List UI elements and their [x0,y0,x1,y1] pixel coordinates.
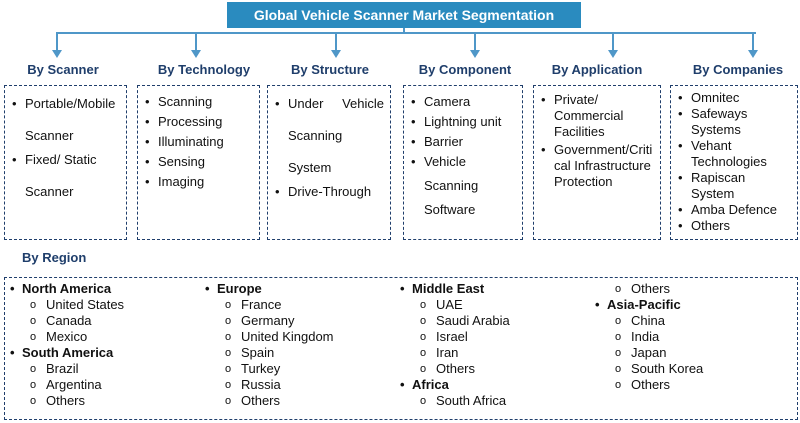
country-item: o Others [593,281,703,297]
category-title-application: By Application [551,62,643,77]
category-box-application [533,85,661,240]
list-item: • Fixed/ Static Scanner [11,144,120,208]
arrow-down-icon [608,50,618,58]
country-item: o Turkey [203,361,334,377]
country-item: o Canada [8,313,124,329]
category-box-scanner [4,85,127,240]
category-title-structure: By Structure [290,62,370,77]
list-item: • Others [677,218,791,234]
region-name: • Asia-Pacific [593,297,703,313]
list-item: • Barrier [410,130,516,154]
region-name: • Middle East [398,281,510,297]
connector-horizontal [56,32,756,34]
region-name: • Europe [203,281,334,297]
diagram-title: Global Vehicle Scanner Market Segmentation [227,2,581,28]
connector-drop-scanner [56,32,58,50]
connector-drop-structure [335,32,337,50]
country-item: o China [593,313,703,329]
category-box-structure [267,85,391,240]
country-item: o Others [593,377,703,393]
category-title-scanner: By Scanner [27,62,99,77]
list-item [274,88,384,184]
list-item: • Vehicle Scanning Software [410,150,516,222]
connector-drop-companies [752,32,754,50]
country-item: o Saudi Arabia [398,313,510,329]
country-item: o Argentina [8,377,124,393]
country-item: o South Korea [593,361,703,377]
country-item: o Germany [203,313,334,329]
list-item: • Processing [144,110,253,134]
country-item: o Others [398,361,510,377]
list-item: • Illuminating [144,130,253,154]
country-item: o Japan [593,345,703,361]
category-title-companies: By Companies [692,62,784,77]
region-name: • Africa [398,377,510,393]
country-item: o Others [8,393,124,409]
list-item: • Vehant Technologies [677,138,791,170]
list-item: • Safeways Systems [677,106,791,138]
country-item: o Russia [203,377,334,393]
region-column-3 [398,281,510,409]
category-box-companies [670,85,798,240]
region-name: • South America [8,345,124,361]
country-item: o South Africa [398,393,510,409]
arrow-down-icon [52,50,62,58]
list-item: • Portable/Mobile Scanner [11,88,120,152]
list-item: • Scanning [144,90,253,114]
list-item: • Government/Critical Infrastructure Protection [540,142,658,190]
connector-drop-technology [195,32,197,50]
country-item: o India [593,329,703,345]
list-item: • Rapiscan System [677,170,791,202]
country-item: o Iran [398,345,510,361]
category-box-component [403,85,523,240]
region-name: • North America [8,281,124,297]
region-column-2 [203,281,334,409]
country-item: o Others [203,393,334,409]
category-box-technology [137,85,260,240]
region-column-1 [8,281,124,409]
country-item: o France [203,297,334,313]
list-item: • Drive-Through [274,176,384,208]
country-item: o United States [8,297,124,313]
category-title-technology: By Technology [157,62,251,77]
country-item: o Brazil [8,361,124,377]
country-item: o Spain [203,345,334,361]
list-item: • Omnitec [677,90,791,106]
country-item: o Mexico [8,329,124,345]
list-item-label: • Under Vehicle Scanning System [288,96,384,175]
category-title-component: By Component [418,62,512,77]
arrow-down-icon [191,50,201,58]
country-item: o United Kingdom [203,329,334,345]
arrow-down-icon [470,50,480,58]
country-item: o UAE [398,297,510,313]
list-item: • Camera [410,90,516,114]
country-item: o Israel [398,329,510,345]
list-item: • Lightning unit [410,110,516,134]
list-item: • Private/ Commercial Facilities [540,92,658,140]
list-item: • Imaging [144,170,253,194]
connector-drop-component [474,32,476,50]
arrow-down-icon [331,50,341,58]
list-item: • Amba Defence [677,202,791,218]
region-title: By Region [22,250,87,265]
list-item: • Sensing [144,150,253,174]
connector-drop-application [612,32,614,50]
region-column-4 [593,281,703,393]
arrow-down-icon [748,50,758,58]
